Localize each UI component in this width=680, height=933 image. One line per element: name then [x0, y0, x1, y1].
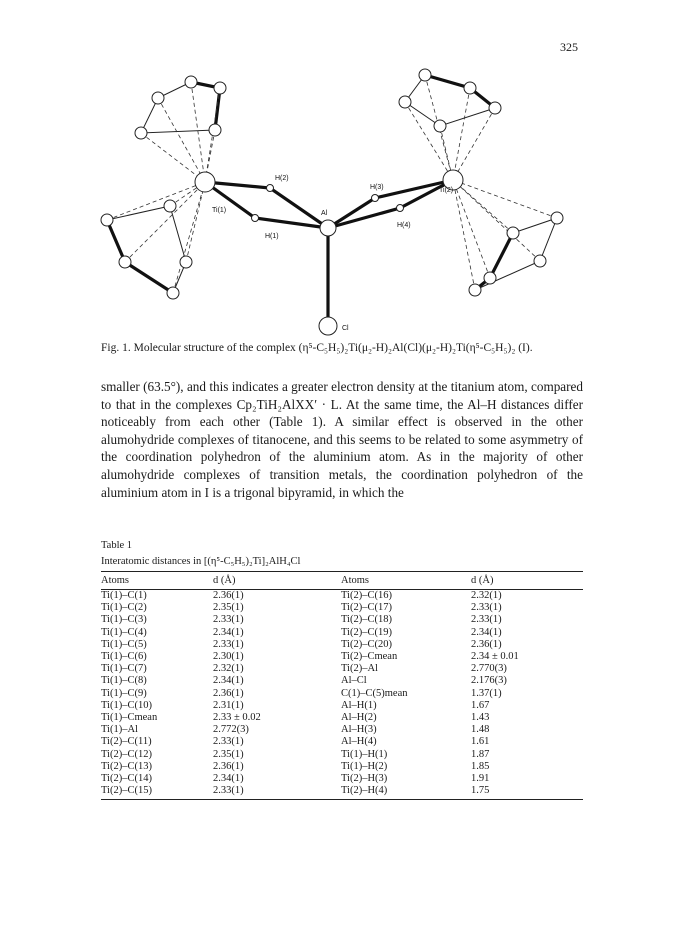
table-cell: 2.34(1)	[213, 675, 244, 687]
label-h3: H(3)	[370, 184, 384, 191]
table-cell: 2.33(1)	[213, 614, 244, 626]
page-number: 325	[560, 40, 578, 54]
table-cell: 2.32(1)	[213, 663, 244, 675]
table-cell: Ti(2)–C(19)	[341, 626, 392, 638]
bridging-bonds	[205, 180, 453, 321]
label-al: Al	[321, 210, 328, 217]
table-row	[101, 614, 583, 626]
table-cell: C(1)–C(5)mean	[341, 687, 408, 699]
table-cell: Ti(2)–C(18)	[341, 614, 392, 626]
table-cell: Ti(1)–C(9)	[101, 687, 147, 699]
al-atom	[320, 220, 336, 236]
table-cell: Ti(2)–C(13)	[101, 760, 152, 772]
table-cell: 2.34 ± 0.01	[471, 651, 519, 663]
table-cell: Ti(1)–H(2)	[341, 760, 388, 772]
table-row	[101, 736, 583, 748]
table-row	[101, 688, 583, 700]
distances-table	[101, 571, 583, 800]
table-row	[101, 590, 583, 603]
table-cell: 2.34(1)	[213, 773, 244, 785]
table-cell: 2.36(1)	[471, 638, 502, 650]
table-cell: 1.67	[471, 699, 490, 711]
h4-atom	[397, 205, 404, 212]
table-cell: Ti(1)–C(5)	[101, 638, 147, 650]
table-cell: Al–Cl	[341, 675, 367, 687]
table-cell: 2.36(1)	[213, 760, 244, 772]
table-cell: Ti(1)–C(4)	[101, 626, 147, 638]
table-cell: 2.772(3)	[213, 724, 249, 736]
table-cell: Ti(1)–C(1)	[101, 590, 147, 601]
table-row	[101, 602, 583, 614]
table-row	[101, 749, 583, 761]
header-atoms-1: Atoms	[101, 572, 213, 590]
ti1-lower-cp-ring	[101, 182, 205, 299]
table-cell: Ti(1)–C(6)	[101, 651, 147, 663]
table-cell: 2.31(1)	[213, 699, 244, 711]
table-cell: Ti(2)–H(4)	[341, 785, 471, 800]
table-cell: 2.32(1)	[471, 590, 502, 601]
table-cell: Ti(1)–C(3)	[101, 614, 147, 626]
table-body	[101, 590, 583, 800]
table-row	[101, 785, 583, 800]
label-cl: Cl	[342, 325, 349, 332]
table-cell: Al–H(3)	[341, 724, 377, 736]
label-h1: H(1)	[265, 233, 279, 240]
table-cell: 2.33(1)	[471, 614, 502, 626]
ti2-lower-cp-ring	[453, 180, 563, 296]
distances-table-container	[101, 571, 583, 800]
table-row	[101, 724, 583, 736]
table-cell: Ti(2)–H(3)	[341, 773, 388, 785]
table-row	[101, 639, 583, 651]
table-cell: 1.87	[471, 748, 490, 760]
header-distance-2: d (Å)	[471, 572, 583, 590]
label-ti1: Ti(1)	[212, 207, 227, 214]
table-row	[101, 627, 583, 639]
h1-atom	[267, 185, 274, 192]
table-row	[101, 773, 583, 785]
table-row	[101, 651, 583, 663]
label-h2: H(2)	[275, 175, 289, 182]
table-cell: Al–H(2)	[341, 712, 377, 724]
table-cell: Ti(1)–Al	[101, 724, 138, 736]
molecular-structure-figure	[95, 58, 575, 340]
table-cell: Ti(2)–C(20)	[341, 638, 392, 650]
label-ti2: Ti(2)	[439, 187, 454, 194]
ti2-upper-cp-ring	[399, 69, 501, 180]
table-cell: 1.37(1)	[471, 687, 502, 699]
header-atoms-2: Atoms	[341, 572, 471, 590]
h2-atom	[252, 215, 259, 222]
table-cell: Al–H(4)	[341, 736, 377, 748]
table-cell: Ti(1)–C(8)	[101, 675, 147, 687]
table-cell: 1.85	[471, 760, 490, 772]
label-h4: H(4)	[397, 222, 411, 229]
table-cell: 2.34(1)	[213, 626, 244, 638]
table-row	[101, 700, 583, 712]
table-cell: Ti(2)–Cmean	[341, 651, 398, 663]
cl-atom	[319, 317, 337, 335]
table-cell: 1.43	[471, 712, 490, 724]
table-cell: 1.75	[471, 785, 583, 800]
table-cell: 2.35(1)	[213, 602, 244, 614]
table-cell: Al–H(1)	[341, 699, 377, 711]
table-row	[101, 712, 583, 724]
table-cell: Ti(2)–Al	[341, 663, 378, 675]
table-cell: Ti(2)–C(12)	[101, 748, 152, 760]
table-cell: 2.36(1)	[213, 687, 244, 699]
table-cell: 2.33(1)	[213, 736, 244, 748]
table-cell: 2.30(1)	[213, 651, 244, 663]
table-row	[101, 663, 583, 675]
table-cell: 2.33(1)	[213, 785, 341, 800]
ti1-upper-cp-ring	[135, 76, 226, 182]
table-cell: 2.35(1)	[213, 748, 244, 760]
table-title: Interatomic distances in [(η⁵-C₅H₅)₂Ti]₂AlH₄Cl	[101, 556, 301, 567]
table-header-row	[101, 572, 583, 590]
table-cell: Ti(2)–C(14)	[101, 773, 152, 785]
table-cell: 2.34(1)	[471, 626, 502, 638]
table-cell: Ti(1)–C(7)	[101, 663, 147, 675]
table-cell: 2.33(1)	[471, 602, 502, 614]
table-row	[101, 675, 583, 687]
table-cell: 1.48	[471, 724, 490, 736]
table-cell: Ti(1)–C(2)	[101, 602, 147, 614]
table-cell: 2.176(3)	[471, 675, 507, 687]
table-cell: 1.61	[471, 736, 490, 748]
table-cell: 2.33 ± 0.02	[213, 712, 261, 724]
table-cell: 1.91	[471, 773, 490, 785]
h3-atom	[372, 195, 379, 202]
table-cell: Ti(2)–C(11)	[101, 736, 152, 748]
table-cell: Ti(2)–C(15)	[101, 785, 213, 800]
table-label: Table 1	[101, 540, 133, 551]
table-cell: 2.33(1)	[213, 638, 244, 650]
table-cell: 2.36(1)	[213, 590, 244, 601]
table-cell: Ti(2)–C(16)	[341, 590, 392, 601]
header-distance-1: d (Å)	[213, 572, 341, 590]
table-cell: Ti(2)–C(17)	[341, 602, 392, 614]
body-paragraph: smaller (63.5°), and this indicates a greater electron density at the titanium atom, compared to that in the complexes Cp₂TiH₂AlXX′ · L. At the same time, the Al–H distances differ noticeably from each other (Table 1). A similar effect is observed in the other alumohydride complexes of titanocene, and this seems to be related to some asymmetry of the coordination polyhedron of the aluminium atom. As in the majority of other alumohydride complexes of transition metals, the coordination polyhedron of the aluminium atom in I is a trigonal bipyramid, in which the	[101, 379, 583, 500]
ti1-atom	[195, 172, 215, 192]
table-cell: 2.770(3)	[471, 663, 507, 675]
table-cell: Ti(1)–C(10)	[101, 699, 152, 711]
figure-caption: Fig. 1. Molecular structure of the complex (η⁵-C₅H₅)₂Ti(μ₂-H)₂Al(Cl)(μ₂-H)₂Ti(η⁵-C₅H₅)₂ (I).	[101, 342, 533, 354]
table-cell: Ti(1)–H(1)	[341, 748, 388, 760]
table-row	[101, 761, 583, 773]
table-cell: Ti(1)–Cmean	[101, 712, 158, 724]
